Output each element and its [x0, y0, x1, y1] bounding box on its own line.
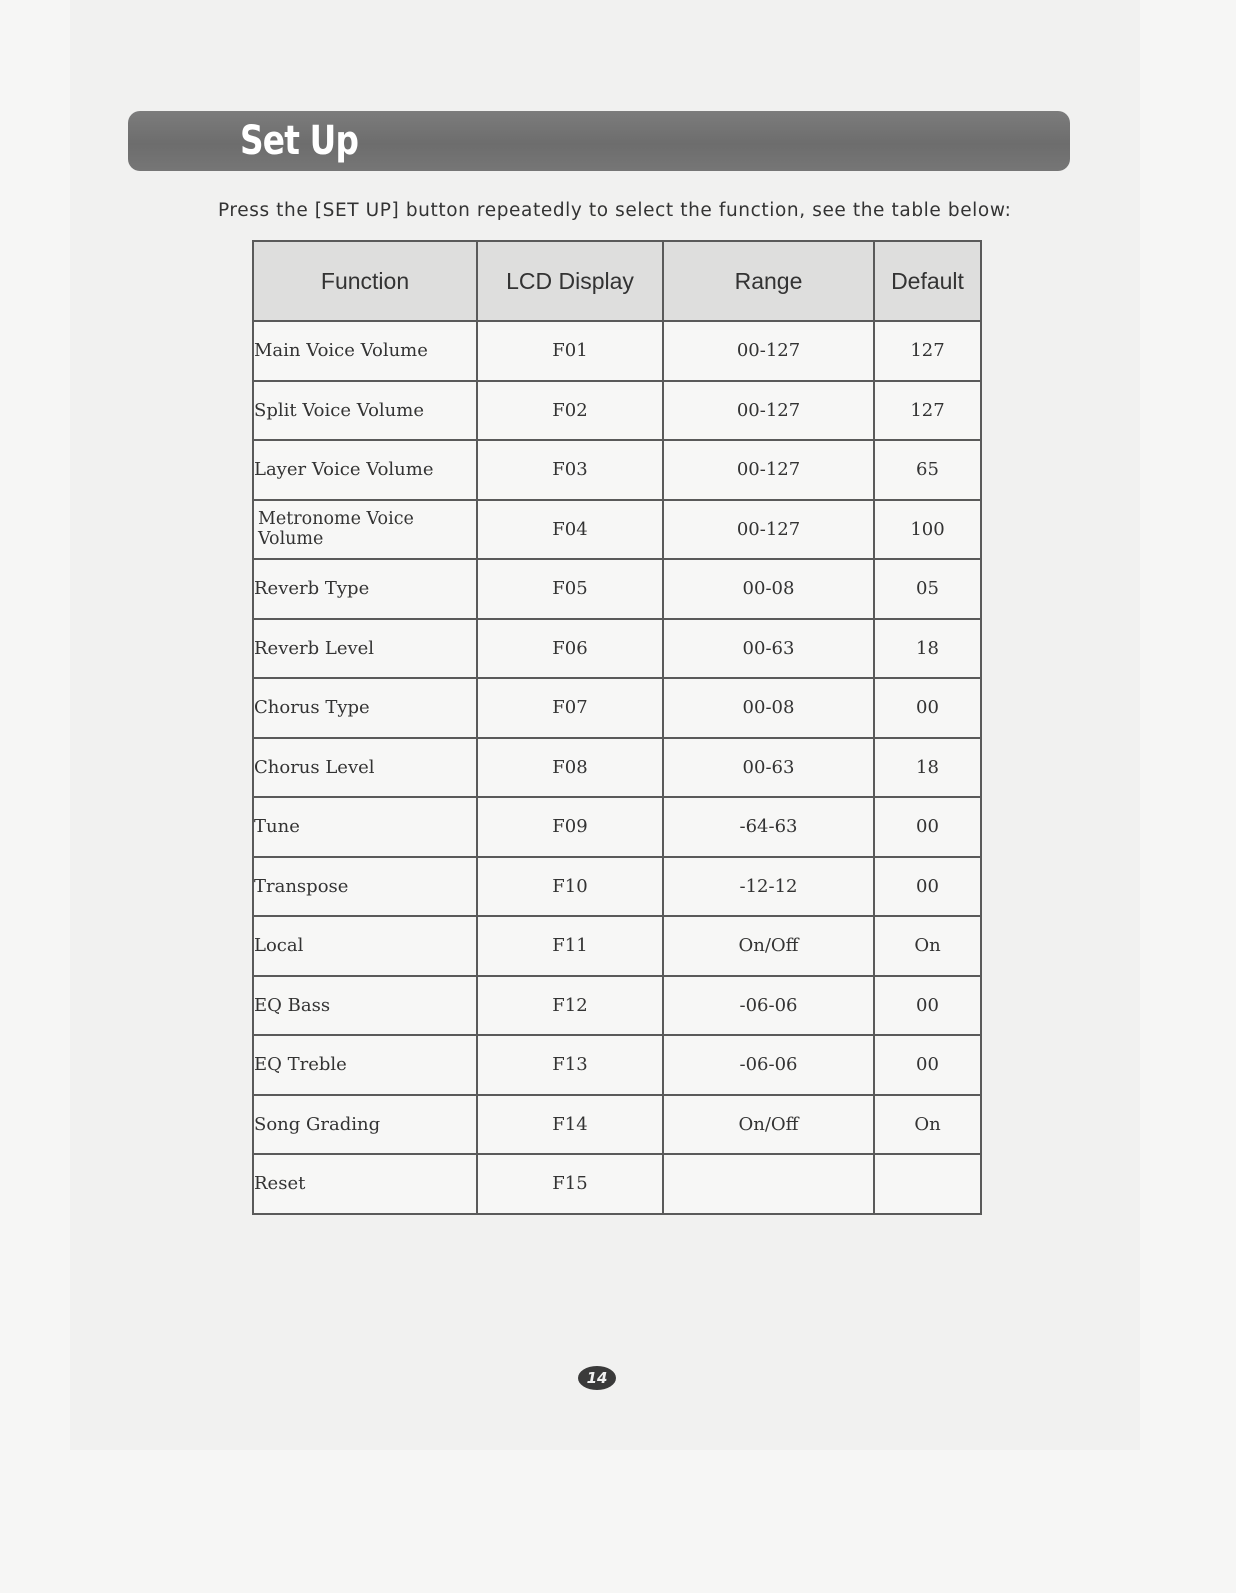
table-row	[253, 1035, 981, 1095]
table-row	[253, 916, 981, 976]
default-cell: 100	[874, 500, 981, 560]
lcd-display-cell: F15	[477, 1154, 663, 1214]
range-cell: -06-06	[663, 976, 874, 1036]
table-row	[253, 1095, 981, 1155]
default-cell: 00	[874, 976, 981, 1036]
setup-function-table	[252, 240, 982, 1215]
default-cell: 18	[874, 738, 981, 798]
range-cell: 00-127	[663, 381, 874, 441]
range-cell: On/Off	[663, 916, 874, 976]
function-cell: Local	[253, 916, 477, 976]
table-row	[253, 976, 981, 1036]
table-row	[253, 1154, 981, 1214]
header-default: Default	[874, 241, 981, 321]
table-row	[253, 797, 981, 857]
function-cell: Layer Voice Volume	[253, 440, 477, 500]
header-range: Range	[663, 241, 874, 321]
lcd-display-cell: F12	[477, 976, 663, 1036]
lcd-display-cell: F03	[477, 440, 663, 500]
lcd-display-cell: F14	[477, 1095, 663, 1155]
default-cell: 65	[874, 440, 981, 500]
range-cell: On/Off	[663, 1095, 874, 1155]
table-row	[253, 857, 981, 917]
default-cell: On	[874, 1095, 981, 1155]
function-cell: Song Grading	[253, 1095, 477, 1155]
range-cell: 00-08	[663, 559, 874, 619]
lcd-display-cell: F08	[477, 738, 663, 798]
lcd-display-cell: F06	[477, 619, 663, 679]
function-cell: Reverb Type	[253, 559, 477, 619]
function-cell: Split Voice Volume	[253, 381, 477, 441]
default-cell: 00	[874, 1035, 981, 1095]
function-cell: Reverb Level	[253, 619, 477, 679]
intro-text: Press the [SET UP] button repeatedly to select the function, see the table below:	[218, 200, 1012, 221]
default-cell: On	[874, 916, 981, 976]
range-cell: 00-63	[663, 738, 874, 798]
default-cell: 127	[874, 321, 981, 381]
table-row	[253, 500, 981, 560]
default-cell: 00	[874, 797, 981, 857]
function-cell: Main Voice Volume	[253, 321, 477, 381]
lcd-display-cell: F11	[477, 916, 663, 976]
header-lcd-display: LCD Display	[477, 241, 663, 321]
function-cell: EQ Bass	[253, 976, 477, 1036]
range-cell: 00-63	[663, 619, 874, 679]
table-row	[253, 559, 981, 619]
table-row	[253, 381, 981, 441]
function-cell: EQ Treble	[253, 1035, 477, 1095]
range-cell: 00-127	[663, 321, 874, 381]
default-cell: 00	[874, 857, 981, 917]
function-cell: Chorus Level	[253, 738, 477, 798]
table-row	[253, 440, 981, 500]
function-cell: Chorus Type	[253, 678, 477, 738]
function-cell: Tune	[253, 797, 477, 857]
lcd-display-cell: F09	[477, 797, 663, 857]
default-cell: 18	[874, 619, 981, 679]
lcd-display-cell: F04	[477, 500, 663, 560]
lcd-display-cell: F01	[477, 321, 663, 381]
table-row	[253, 619, 981, 679]
range-cell: 00-08	[663, 678, 874, 738]
lcd-display-cell: F10	[477, 857, 663, 917]
range-cell: -06-06	[663, 1035, 874, 1095]
table-header-row	[253, 241, 981, 321]
range-cell: 00-127	[663, 440, 874, 500]
lcd-display-cell: F13	[477, 1035, 663, 1095]
lcd-display-cell: F05	[477, 559, 663, 619]
function-cell: Reset	[253, 1154, 477, 1214]
default-cell: 05	[874, 559, 981, 619]
lcd-display-cell: F02	[477, 381, 663, 441]
default-cell: 127	[874, 381, 981, 441]
page-number-badge: 14	[578, 1366, 616, 1390]
lcd-display-cell: F07	[477, 678, 663, 738]
section-title: Set Up	[240, 118, 359, 164]
range-cell: -64-63	[663, 797, 874, 857]
range-cell: -12-12	[663, 857, 874, 917]
range-cell	[663, 1154, 874, 1214]
section-banner	[128, 111, 1070, 171]
table-row	[253, 738, 981, 798]
table-row	[253, 678, 981, 738]
range-cell: 00-127	[663, 500, 874, 560]
default-cell	[874, 1154, 981, 1214]
function-cell: Transpose	[253, 857, 477, 917]
table-row	[253, 321, 981, 381]
default-cell: 00	[874, 678, 981, 738]
function-cell: Metronome Voice Volume	[253, 500, 477, 560]
header-function: Function	[253, 241, 477, 321]
